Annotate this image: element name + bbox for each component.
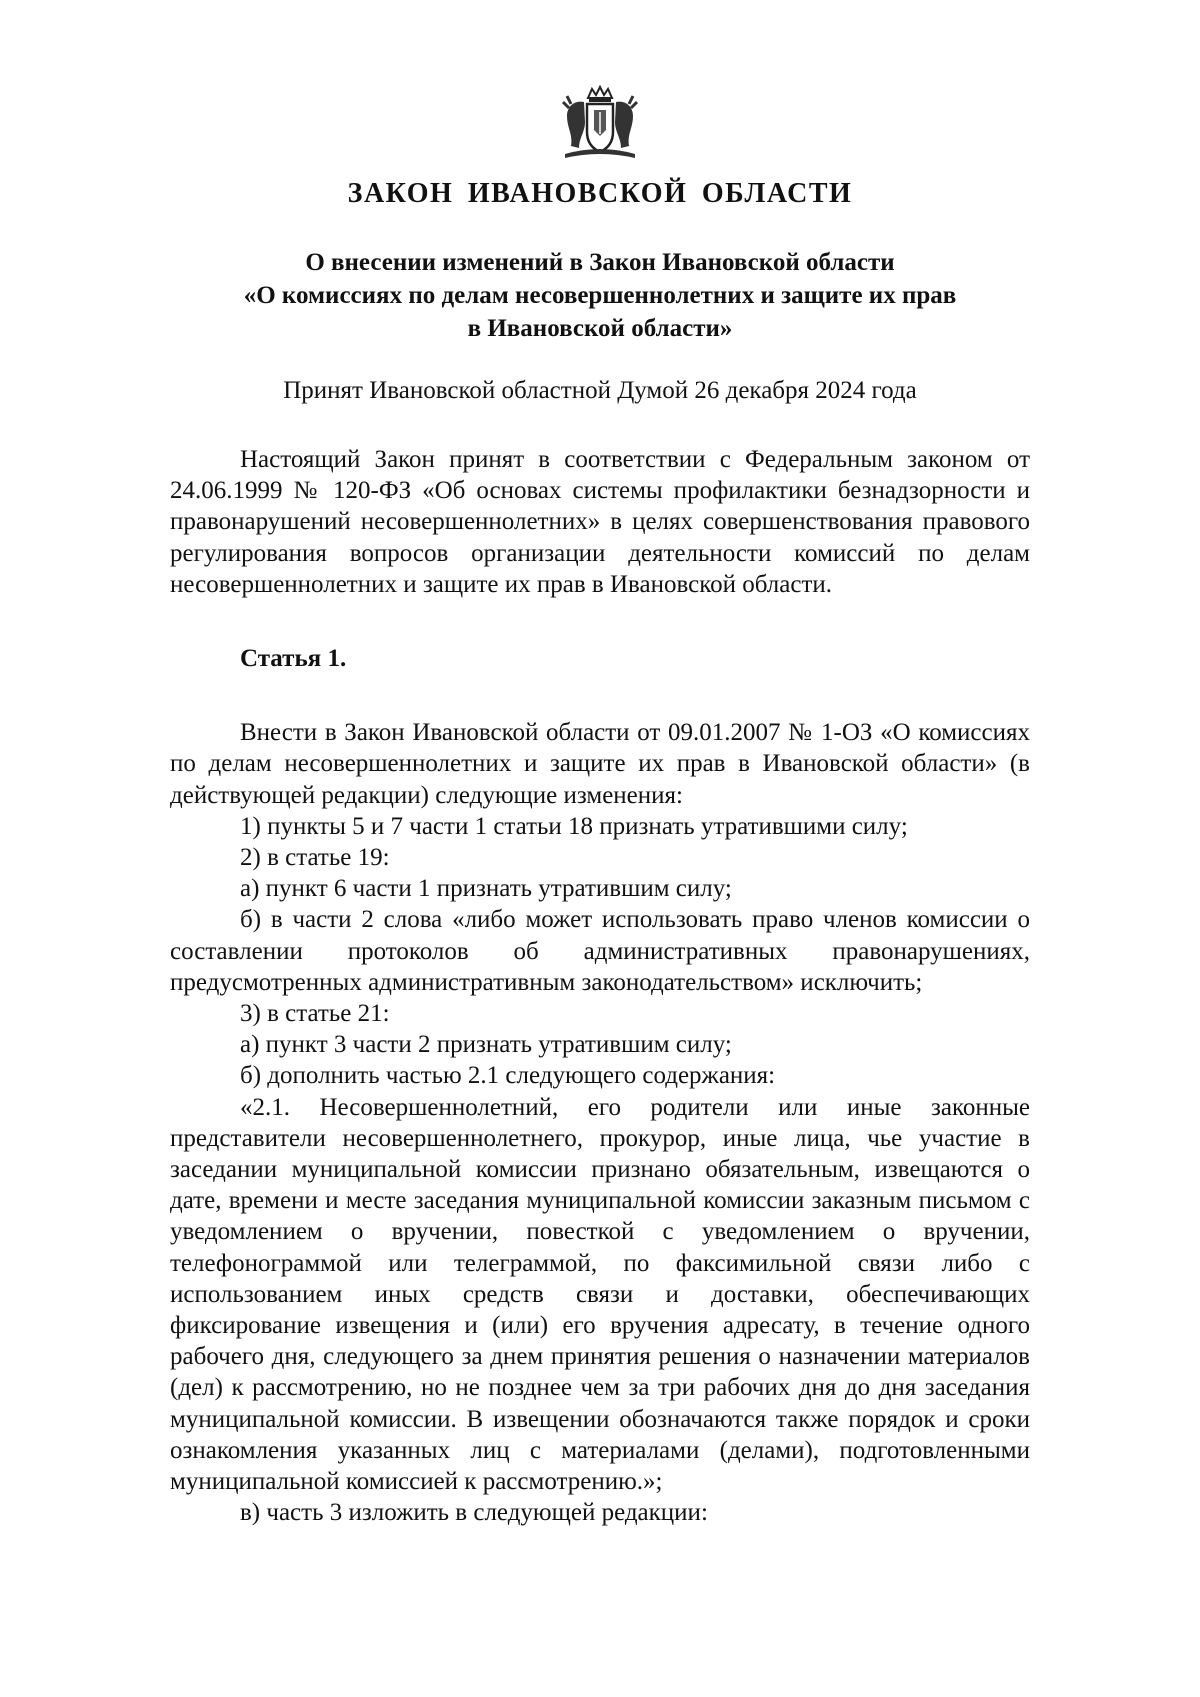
article-paragraph: б) дополнить частью 2.1 следующего содержания: [240, 1062, 776, 1090]
article-paragraph: 2) в статье 19: [240, 844, 390, 872]
law-title: ЗАКОН ИВАНОВСКОЙ ОБЛАСТИ [347, 178, 853, 209]
article-paragraph: а) пункт 6 части 1 признать утратившим силу; [240, 875, 732, 903]
article-paragraph: в) часть 3 изложить в следующей редакции: [240, 1499, 708, 1527]
coat-of-arms-icon [555, 84, 645, 164]
preamble: Настоящий Закон принят в соответствии с Федеральным законом от 24.06.1999 № 120-ФЗ «Об основах системы профилактики безнадзорности и правонарушений несовершеннолетних» в целях совершенствования правового регулирования вопросов организации деятельности комиссий по делам несовершеннолетних и защите их прав в Ивановской области. [170, 446, 1030, 598]
subject-line: О внесении изменений в Закон Ивановской области [305, 249, 895, 276]
article-paragraph: 1) пункты 5 и 7 части 1 статьи 18 признать утратившими силу; [240, 812, 908, 840]
article-paragraph: б) в части 2 слова «либо может использовать право членов комиссии о составлении протоколов об административных правонарушениях, предусмотренных административным законодательством» исключить; [170, 906, 1030, 996]
article-heading: Статья 1. [240, 645, 347, 673]
article-paragraph: а) пункт 3 части 2 признать утратившим силу; [240, 1031, 732, 1059]
document-body [170, 444, 1030, 1529]
article-paragraph: «2.1. Несовершеннолетний, его родители или иные законные представители несовершеннолетнего, прокурор, иные лица, чье участие в заседании муниципальной комиссии признано обязательным, извещаются о дате, времени и месте заседания муниципальной комиссии заказным письмом с уведомлением о вручении, повесткой с уведомлением о вручении, телефонограммой или телеграммой, по факсимильной связи либо с использованием иных средств связи и доставки, обеспечивающих фиксирование извещения и (или) его вручения адресату, в течение одного рабочего дня, следующего за днем принятия решения о назначении материалов (дел) к рассмотрению, но не позднее чем за три рабочих дня до дня заседания муниципальной комиссии. В извещении обозначаются также порядок и сроки ознакомления указанных лиц с материалами (делами), подготовленными муниципальной комиссией к рассмотрению.»; [170, 1093, 1030, 1496]
adoption-statement: Принят Ивановской областной Думой 26 декабря 2024 года [283, 377, 917, 404]
subject-line: «О комиссиях по делам несовершеннолетних и защите их прав [243, 282, 957, 309]
subject-line: в Ивановской области» [467, 315, 733, 342]
law-subject [170, 246, 1030, 345]
article-paragraph: 3) в статье 21: [240, 1000, 390, 1028]
article-paragraph: Внести в Закон Ивановской области от 09.01.2007 № 1-ОЗ «О комиссиях по делам несовершеннолетних и защите их прав в Ивановской области» (в действующей редакции) следующие изменения: [170, 719, 1030, 809]
